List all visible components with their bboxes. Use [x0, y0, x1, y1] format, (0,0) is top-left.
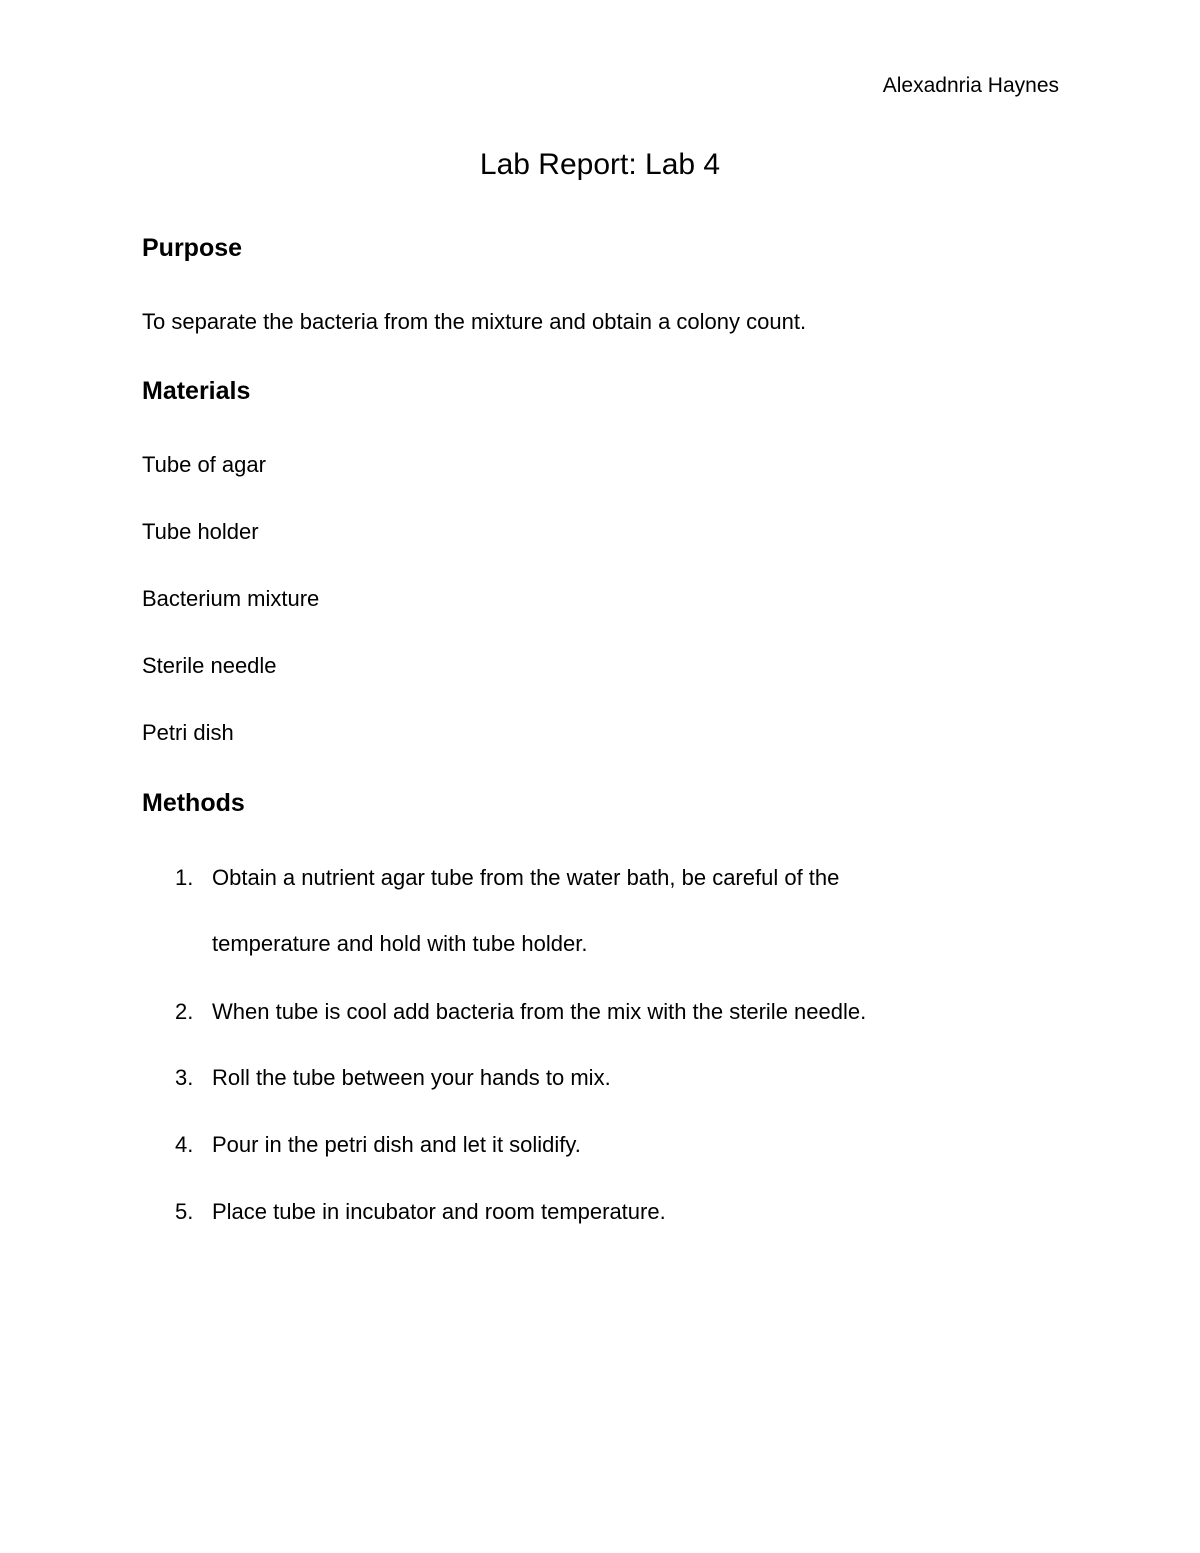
method-step: [175, 863, 839, 893]
method-step: [175, 1130, 581, 1160]
step-text: Pour in the petri dish and let it solidify.: [212, 1132, 581, 1157]
material-item: Tube holder: [142, 519, 259, 544]
step-number: 2.: [175, 999, 194, 1024]
document-title: Lab Report: Lab 4: [479, 148, 721, 181]
methods-heading: Methods: [142, 789, 245, 817]
step-text: Place tube in incubator and room temperature.: [212, 1199, 666, 1224]
method-step: [175, 997, 866, 1027]
materials-heading: Materials: [142, 377, 251, 405]
method-step: [175, 1063, 611, 1093]
purpose-text: To separate the bacteria from the mixture and obtain a colony count.: [142, 309, 807, 334]
purpose-heading: Purpose: [142, 234, 243, 262]
step-number: 4.: [175, 1132, 194, 1157]
step-text: Obtain a nutrient agar tube from the water bath, be careful of the: [212, 865, 840, 890]
material-item: Tube of agar: [142, 452, 266, 477]
author-name: Alexadnria Haynes: [882, 74, 1059, 97]
material-item: Bacterium mixture: [142, 586, 320, 611]
step-text: When tube is cool add bacteria from the mix with the sterile needle.: [212, 999, 867, 1024]
step-text-continued: temperature and hold with tube holder.: [212, 931, 588, 956]
method-step: [175, 1197, 666, 1227]
step-text: Roll the tube between your hands to mix.: [212, 1065, 611, 1090]
step-number: 5.: [175, 1199, 194, 1224]
step-number: 1.: [175, 865, 194, 890]
material-item: Sterile needle: [142, 653, 277, 678]
step-number: 3.: [175, 1065, 194, 1090]
material-item: Petri dish: [142, 720, 234, 745]
